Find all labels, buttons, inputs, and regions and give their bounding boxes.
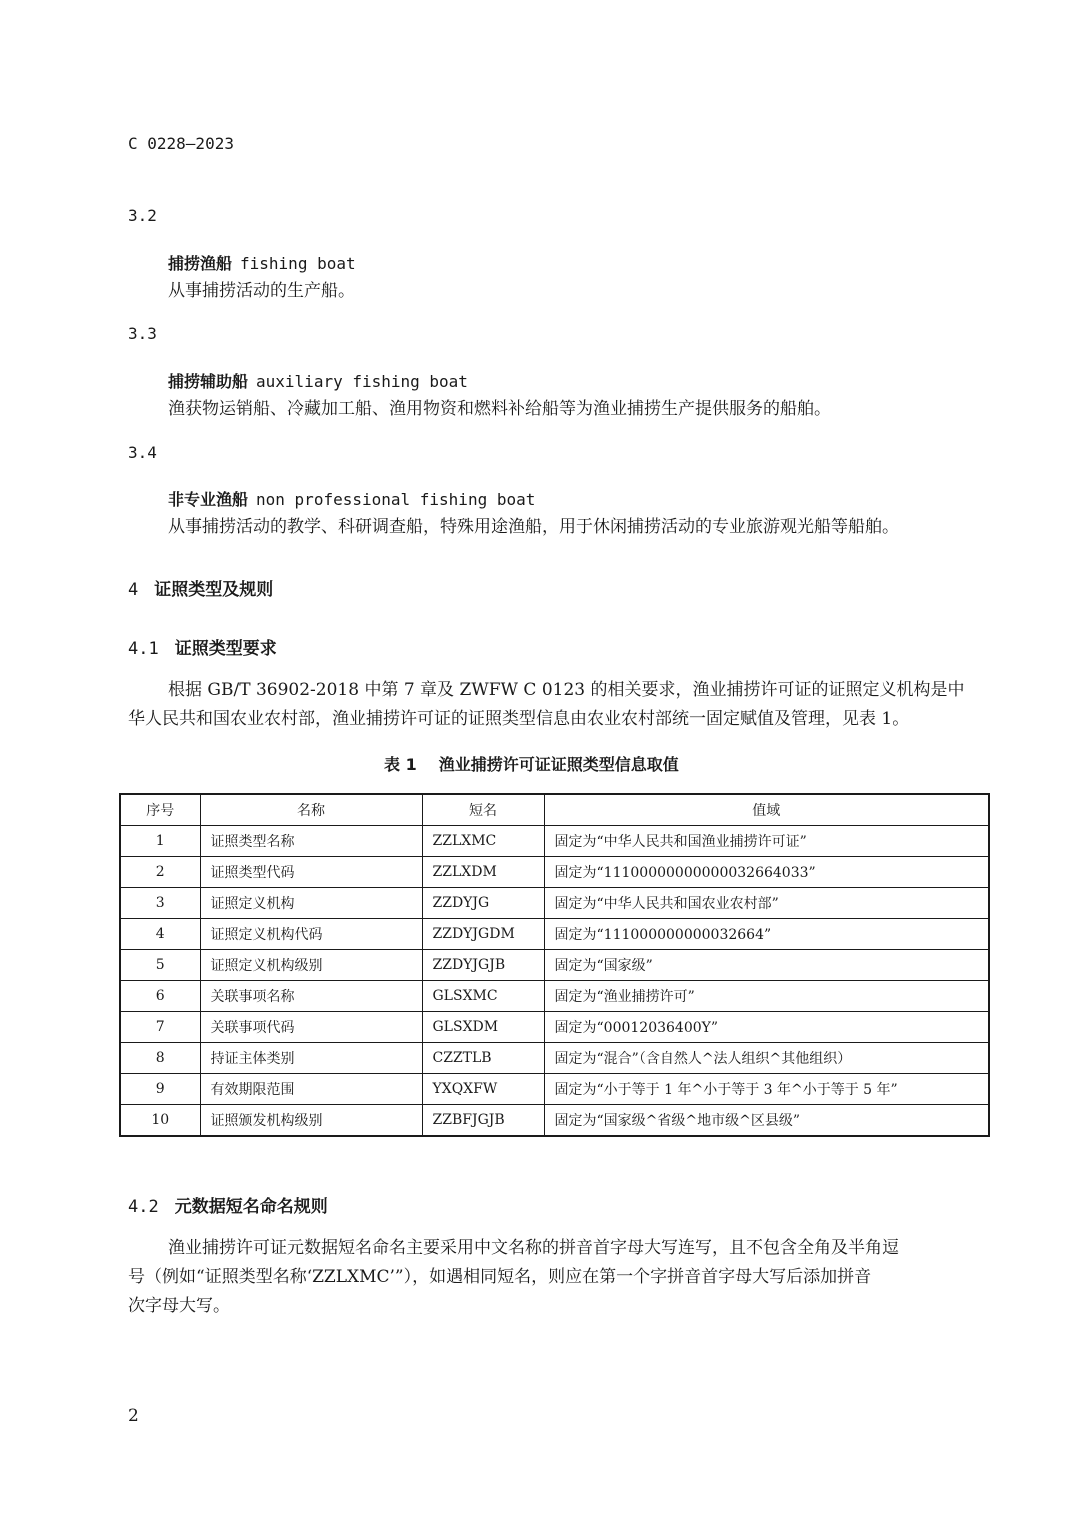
cell-seq: 5 [120,950,200,981]
table-row [120,1043,989,1074]
term-definition: 从事捕捞活动的教学、科研调查船，特殊用途渔船，用于休闲捕捞活动的专业旅游观光船等船舶。 [168,517,899,537]
term-heading [168,487,535,510]
subsection-heading [128,634,277,659]
term-definition: 渔获物运销船、冷藏加工船、渔用物资和燃料补给船等为渔业捕捞生产提供服务的船舶。 [168,399,831,419]
cell-name: 证照定义机构级别 [200,950,422,981]
term-chinese: 捕捞辅助船 [168,372,249,391]
term-english: fishing boat [240,254,356,273]
term-number: 3.4 [128,443,157,462]
cell-name: 关联事项代码 [200,1012,422,1043]
cell-name: 证照定义机构代码 [200,919,422,950]
cell-short-name: YXQXFW [422,1074,544,1105]
term-english: auxiliary fishing boat [256,372,468,391]
column-header-seq: 序号 [120,794,200,826]
subsection-title: 证照类型要求 [174,639,277,659]
cell-value-domain: 固定为“中华人民共和国农业农村部” [544,888,989,919]
table-row [120,950,989,981]
metadata-table [119,793,990,1137]
cell-seq: 9 [120,1074,200,1105]
cell-value-domain: 固定为“渔业捕捞许可” [544,981,989,1012]
cell-seq: 2 [120,857,200,888]
cell-seq: 3 [120,888,200,919]
cell-value-domain: 固定为“混合”（含自然人^法人组织^其他组织） [544,1043,989,1074]
subsection-heading [128,1192,328,1217]
paragraph-line: 华人民共和国农业农村部，渔业捕捞许可证的证照类型信息由农业农村部统一固定赋值及管理，见表 1。 [128,709,910,729]
cell-seq: 7 [120,1012,200,1043]
page-number: 2 [128,1406,139,1426]
term-number: 3.2 [128,206,157,225]
cell-seq: 1 [120,826,200,857]
section-number: 4 [128,580,139,600]
cell-name: 证照类型名称 [200,826,422,857]
paragraph-line: 号（例如“证照类型名称‘ZZLXMC’”），如遇相同短名，则应在第一个字拼音首字母大写后添加拼音 [128,1267,872,1287]
paragraph-line: 次字母大写。 [128,1296,230,1316]
column-header-short-name: 短名 [422,794,544,826]
subsection-title: 元数据短名命名规则 [174,1197,328,1217]
cell-name: 关联事项名称 [200,981,422,1012]
table-row [120,1012,989,1043]
cell-value-domain: 固定为“小于等于 1 年^小于等于 3 年^小于等于 5 年” [544,1074,989,1105]
subsection-number: 4.1 [128,639,159,659]
term-chinese: 非专业渔船 [168,490,249,509]
cell-name: 证照类型代码 [200,857,422,888]
table-caption-label: 表 1 [384,755,417,774]
section-title: 证照类型及规则 [154,580,274,600]
term-heading [168,369,468,392]
table-row [120,981,989,1012]
table-row [120,826,989,857]
cell-value-domain: 固定为“11100000000000032664033” [544,857,989,888]
cell-value-domain: 固定为“国家级” [544,950,989,981]
table-row [120,888,989,919]
cell-short-name: ZZDYJG [422,888,544,919]
cell-value-domain: 固定为“中华人民共和国渔业捕捞许可证” [544,826,989,857]
cell-name: 证照定义机构 [200,888,422,919]
cell-value-domain: 固定为“111000000000032664” [544,919,989,950]
term-chinese: 捕捞渔船 [168,254,233,273]
cell-short-name: ZZLXMC [422,826,544,857]
document-code: C 0228—2023 [128,134,234,153]
cell-seq: 10 [120,1105,200,1137]
section-heading [128,575,273,600]
cell-value-domain: 固定为“国家级^省级^地市级^区县级” [544,1105,989,1137]
table-caption [384,752,679,775]
cell-short-name: GLSXDM [422,1012,544,1043]
table-row [120,1105,989,1137]
cell-short-name: CZZTLB [422,1043,544,1074]
cell-seq: 8 [120,1043,200,1074]
cell-seq: 6 [120,981,200,1012]
term-definition: 从事捕捞活动的生产船。 [168,281,355,301]
cell-short-name: ZZDYJGDM [422,919,544,950]
cell-short-name: ZZLXDM [422,857,544,888]
table-header-row [120,794,989,826]
column-header-name: 名称 [200,794,422,826]
table-row [120,857,989,888]
cell-short-name: ZZDYJGJB [422,950,544,981]
term-heading [168,251,356,274]
cell-seq: 4 [120,919,200,950]
paragraph-line: 渔业捕捞许可证元数据短名命名主要采用中文名称的拼音首字母大写连写，且不包含全角及半角逗 [168,1238,899,1258]
table-row [120,1074,989,1105]
column-header-value-domain: 值域 [544,794,989,826]
cell-short-name: GLSXMC [422,981,544,1012]
paragraph-line: 根据 GB/T 36902-2018 中第 7 章及 ZWFW C 0123 的相关要求，渔业捕捞许可证的证照定义机构是中 [168,680,965,700]
cell-name: 证照颁发机构级别 [200,1105,422,1137]
cell-short-name: ZZBFJGJB [422,1105,544,1137]
term-number: 3.3 [128,324,157,343]
cell-value-domain: 固定为“00012036400Y” [544,1012,989,1043]
cell-name: 持证主体类别 [200,1043,422,1074]
table-row [120,919,989,950]
term-english: non professional fishing boat [256,490,536,509]
cell-name: 有效期限范围 [200,1074,422,1105]
subsection-number: 4.2 [128,1197,159,1217]
table-caption-title: 渔业捕捞许可证证照类型信息取值 [438,755,679,774]
